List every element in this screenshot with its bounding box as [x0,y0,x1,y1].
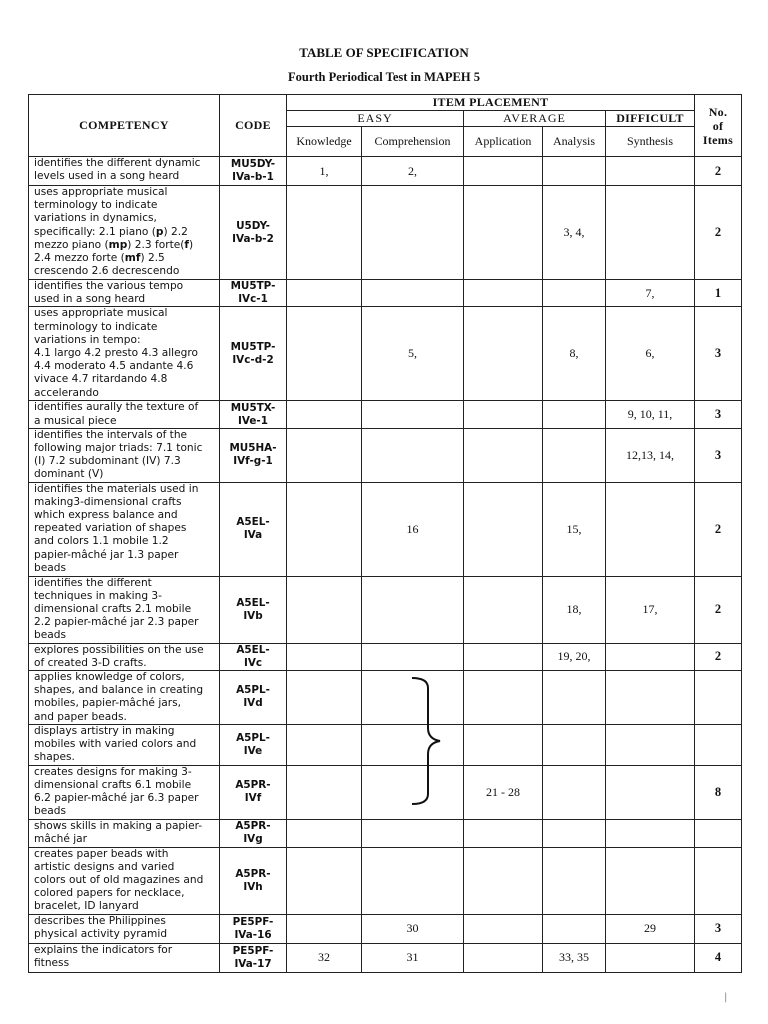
application-cell [464,307,543,401]
comprehension-cell [362,643,464,670]
knowledge-cell [287,671,362,725]
analysis-cell: 3, 4, [543,186,606,280]
code-cell [220,482,287,576]
table-row [29,482,742,576]
knowledge-cell [287,482,362,576]
knowledge-cell [287,428,362,482]
competency-line: papier-mâché jar 1.3 paper [34,548,179,561]
table-row [29,186,742,280]
competency-cell [29,671,220,725]
table-row [29,724,742,765]
page-title: TABLE OF SPECIFICATION [299,45,469,60]
application-cell [464,914,543,943]
competency-line: and colors 1.1 mobile 1.2 [34,535,169,548]
item-placement-header: ITEM PLACEMENT [287,95,695,111]
table-row [29,401,742,428]
competency-line: a musical piece [34,414,117,427]
competency-line: levels used in a song heard [34,170,180,183]
competency-line: specifically: 2.1 piano (p) 2.2 [34,225,188,238]
total-cell: 4 [695,943,742,972]
competency-line: 4.1 largo 4.2 presto 4.3 allegro [34,347,198,360]
no-of-items-line-2: of [712,118,724,133]
code-cell [220,724,287,765]
total-cell [695,819,742,847]
comprehension-cell: 16 [362,482,464,576]
code-line: IVa-17 [234,957,272,970]
application-cell [464,671,543,725]
application-cell [464,724,543,765]
code-cell [220,157,287,186]
code-line: IVh [243,880,263,893]
no-of-items-line-1: No. [708,104,728,119]
total-cell: 3 [695,307,742,401]
competency-line: physical activity pyramid [34,927,168,940]
competency-line: shows skills in making a papier- [34,819,203,832]
difficult-header: DIFFICULT [606,111,695,127]
competency-line: (I) 7.2 subdominant (IV) 7.3 [34,455,181,468]
competency-line: making3-dimensional crafts [34,495,182,508]
comprehension-cell: 5, [362,307,464,401]
synthesis-cell [606,847,695,914]
total-cell: 8 [695,765,742,819]
competency-line: identifies the various tempo [34,280,184,292]
comprehension-cell: 2, [362,157,464,186]
code-line: A5EL- [236,643,270,656]
synthesis-header: Synthesis [606,127,695,157]
competency-line: identifies the materials used in [34,482,199,495]
competency-line: dimensional crafts 2.1 mobile [34,603,192,616]
competency-line: beads [34,561,66,574]
table-row [29,819,742,847]
competency-line: colors out of old magazines and [34,874,204,887]
code-cell [220,643,287,670]
competency-line: dominant (V) [34,468,104,481]
competency-cell [29,280,220,307]
knowledge-cell: 1, [287,157,362,186]
application-cell: 21 - 28 [464,765,543,819]
code-line: IVf [244,792,262,805]
competency-cell [29,943,220,972]
competency-line: uses appropriate musical [34,186,168,198]
analysis-cell: 33, 35 [543,943,606,972]
synthesis-cell [606,943,695,972]
competency-cell [29,401,220,428]
synthesis-cell [606,643,695,670]
competency-line: crescendo 2.6 decrescendo [34,265,180,278]
application-cell [464,401,543,428]
competency-line: techniques in making 3- [34,589,162,602]
knowledge-cell: 32 [287,943,362,972]
code-line: PE5PF- [232,915,274,928]
code-line: IVc [243,656,263,669]
analysis-cell [543,914,606,943]
code-line: IVe [243,744,263,757]
synthesis-cell [606,186,695,280]
analysis-cell [543,724,606,765]
competency-line: identifies aurally the texture of [34,401,199,414]
competency-line: 6.2 papier-mâché jar 6.3 paper [34,792,199,805]
competency-line: mobiles, papier-mâché jars, [34,697,181,710]
competency-line: explores possibilities on the use [34,643,204,656]
competency-line: explains the indicators for [34,943,173,956]
specification-table [28,94,742,973]
application-cell [464,280,543,307]
competency-line: shapes. [34,751,75,764]
total-cell: 2 [695,643,742,670]
competency-cell [29,914,220,943]
table-row [29,157,742,186]
knowledge-cell [287,819,362,847]
analysis-cell [543,157,606,186]
no-of-items-header [695,95,742,157]
average-header: AVERAGE [464,111,606,127]
competency-line: terminology to indicate [34,199,158,212]
comprehension-cell [362,819,464,847]
comprehension-cell [362,847,464,914]
synthesis-cell: 12,13, 14, [606,428,695,482]
table-row [29,671,742,725]
table-row [29,914,742,943]
code-cell [220,576,287,643]
competency-line: displays artistry in making [34,724,175,737]
code-cell [220,819,287,847]
code-line: MU5DY- [230,158,276,170]
analysis-cell [543,401,606,428]
competency-line: mâché jar [34,832,88,845]
analysis-cell: 15, [543,482,606,576]
knowledge-cell [287,643,362,670]
application-header: Application [464,127,543,157]
code-line: IVa-b-1 [232,171,274,183]
comprehension-cell [362,576,464,643]
total-cell: 3 [695,401,742,428]
competency-line: shapes, and balance in creating [34,684,204,697]
competency-cell [29,576,220,643]
synthesis-cell [606,482,695,576]
knowledge-header: Knowledge [287,127,362,157]
table-row [29,576,742,643]
code-line: A5PL- [236,684,270,697]
competency-cell [29,307,220,401]
comprehension-cell [362,428,464,482]
competency-line: and paper beads. [34,710,127,723]
competency-cell [29,765,220,819]
competency-line: of created 3-D crafts. [34,656,147,669]
application-cell [464,943,543,972]
page-subtitle: Fourth Periodical Test in MAPEH 5 [287,70,480,84]
competency-line: artistic designs and varied [34,860,175,873]
total-cell [695,847,742,914]
comprehension-cell: 31 [362,943,464,972]
analysis-cell [543,428,606,482]
competency-line: 4.4 moderato 4.5 andante 4.6 [34,360,194,373]
code-cell [220,765,287,819]
competency-line: mezzo piano (mp) 2.3 forte(f) [34,238,194,251]
competency-line: applies knowledge of colors, [34,671,185,684]
competency-line: mobiles with varied colors and [34,738,197,751]
competency-line: uses appropriate musical [34,307,168,320]
total-cell: 2 [695,482,742,576]
total-cell [695,671,742,725]
total-cell: 1 [695,280,742,307]
code-line: PE5PF- [232,944,274,957]
competency-line: which express balance and [34,509,178,522]
table-row [29,847,742,914]
knowledge-cell [287,914,362,943]
code-line: IVb [243,609,263,622]
competency-line: 2.4 mezzo forte (mf) 2.5 [34,252,165,265]
competency-line: vivace 4.7 ritardando 4.8 [34,373,168,386]
code-line: IVg [243,833,263,846]
application-cell [464,482,543,576]
competency-line: variations in tempo: [34,333,141,346]
table-body [29,157,742,973]
analysis-cell [543,280,606,307]
competency-cell [29,847,220,914]
total-cell: 3 [695,428,742,482]
code-line: IVf-g-1 [233,455,273,468]
competency-line: creates paper beads with [34,847,169,860]
code-cell [220,186,287,280]
total-cell: 2 [695,576,742,643]
table-row [29,280,742,307]
code-line: U5DY- [236,219,270,232]
comprehension-cell: 30 [362,914,464,943]
analysis-cell [543,847,606,914]
application-cell [464,186,543,280]
code-line: MU5HA- [229,442,277,455]
no-of-items-line-3: Items [702,132,734,147]
total-cell: 2 [695,186,742,280]
competency-line: describes the Philippines [34,914,166,927]
analysis-cell: 8, [543,307,606,401]
competency-line: creates designs for making 3- [34,765,192,778]
synthesis-cell: 17, [606,576,695,643]
competency-header: COMPETENCY [29,95,220,157]
table-row [29,765,742,819]
table-row [29,307,742,401]
competency-line: used in a song heard [34,293,146,306]
table-row [29,428,742,482]
application-cell [464,643,543,670]
code-line: IVc-1 [238,293,268,306]
knowledge-cell [287,307,362,401]
competency-line: following major triads: 7.1 tonic [34,442,203,455]
synthesis-cell [606,157,695,186]
code-line: IVd [243,697,263,710]
knowledge-cell [287,186,362,280]
code-cell [220,671,287,725]
analysis-cell [543,819,606,847]
code-cell [220,280,287,307]
code-cell [220,428,287,482]
knowledge-cell [287,724,362,765]
competency-cell [29,643,220,670]
competency-line: beads [34,805,66,818]
code-header: CODE [220,95,287,157]
knowledge-cell [287,280,362,307]
knowledge-cell [287,576,362,643]
competency-cell [29,724,220,765]
competency-cell [29,186,220,280]
code-line: IVa-16 [234,928,272,941]
curly-brace-icon [410,676,450,806]
page-edge-mark: | [724,992,728,1003]
synthesis-cell [606,765,695,819]
analysis-cell [543,671,606,725]
code-line: A5PR- [235,779,271,792]
code-cell [220,307,287,401]
competency-cell [29,819,220,847]
knowledge-cell [287,765,362,819]
code-line: MU5TP- [230,280,276,293]
competency-cell [29,157,220,186]
knowledge-cell [287,401,362,428]
table-row [29,643,742,670]
knowledge-cell [287,847,362,914]
code-line: A5EL- [236,516,270,529]
code-line: A5PR- [235,867,271,880]
total-cell [695,724,742,765]
code-line: A5PL- [236,731,270,744]
comprehension-cell [362,186,464,280]
code-line: MU5TX- [230,401,276,414]
competency-line: beads [34,629,66,642]
table-header [29,95,742,157]
application-cell [464,819,543,847]
table-row [29,943,742,972]
code-line: IVa [243,529,263,542]
code-line: IVa-b-2 [232,232,274,245]
analysis-header: Analysis [543,127,606,157]
synthesis-cell: 6, [606,307,695,401]
easy-header: EASY [287,111,464,127]
application-cell [464,157,543,186]
code-line: A5PR- [235,820,271,833]
competency-line: repeated variation of shapes [34,522,187,535]
code-cell [220,943,287,972]
analysis-cell: 19, 20, [543,643,606,670]
comprehension-cell [362,401,464,428]
synthesis-cell: 7, [606,280,695,307]
competency-line: fitness [34,956,70,969]
competency-line: bracelet, ID lanyard [34,900,139,913]
synthesis-cell [606,819,695,847]
competency-line: identifies the intervals of the [34,428,188,441]
synthesis-cell: 29 [606,914,695,943]
competency-line: identifies the different [34,576,152,589]
synthesis-cell: 9, 10, 11, [606,401,695,428]
analysis-cell [543,765,606,819]
code-line: MU5TP- [230,340,276,353]
application-cell [464,576,543,643]
code-cell [220,914,287,943]
code-line: A5EL- [236,596,270,609]
analysis-cell: 18, [543,576,606,643]
application-cell [464,847,543,914]
application-cell [464,428,543,482]
competency-line: dimensional crafts 6.1 mobile [34,779,192,792]
competency-line: variations in dynamics, [34,212,157,225]
synthesis-cell [606,724,695,765]
competency-line: identifies the different dynamic [34,157,201,169]
competency-line: accelerando [34,386,99,399]
code-line: IVc-d-2 [232,353,274,366]
competency-line: colored papers for necklace, [34,887,185,900]
comprehension-cell [362,280,464,307]
total-cell: 2 [695,157,742,186]
competency-line: 2.2 papier-mâché jar 2.3 paper [34,616,199,629]
comprehension-header: Comprehension [362,127,464,157]
competency-cell [29,482,220,576]
synthesis-cell [606,671,695,725]
code-cell [220,401,287,428]
code-line: IVe-1 [238,414,268,427]
competency-line: terminology to indicate [34,320,158,333]
competency-cell [29,428,220,482]
total-cell: 3 [695,914,742,943]
code-cell [220,847,287,914]
